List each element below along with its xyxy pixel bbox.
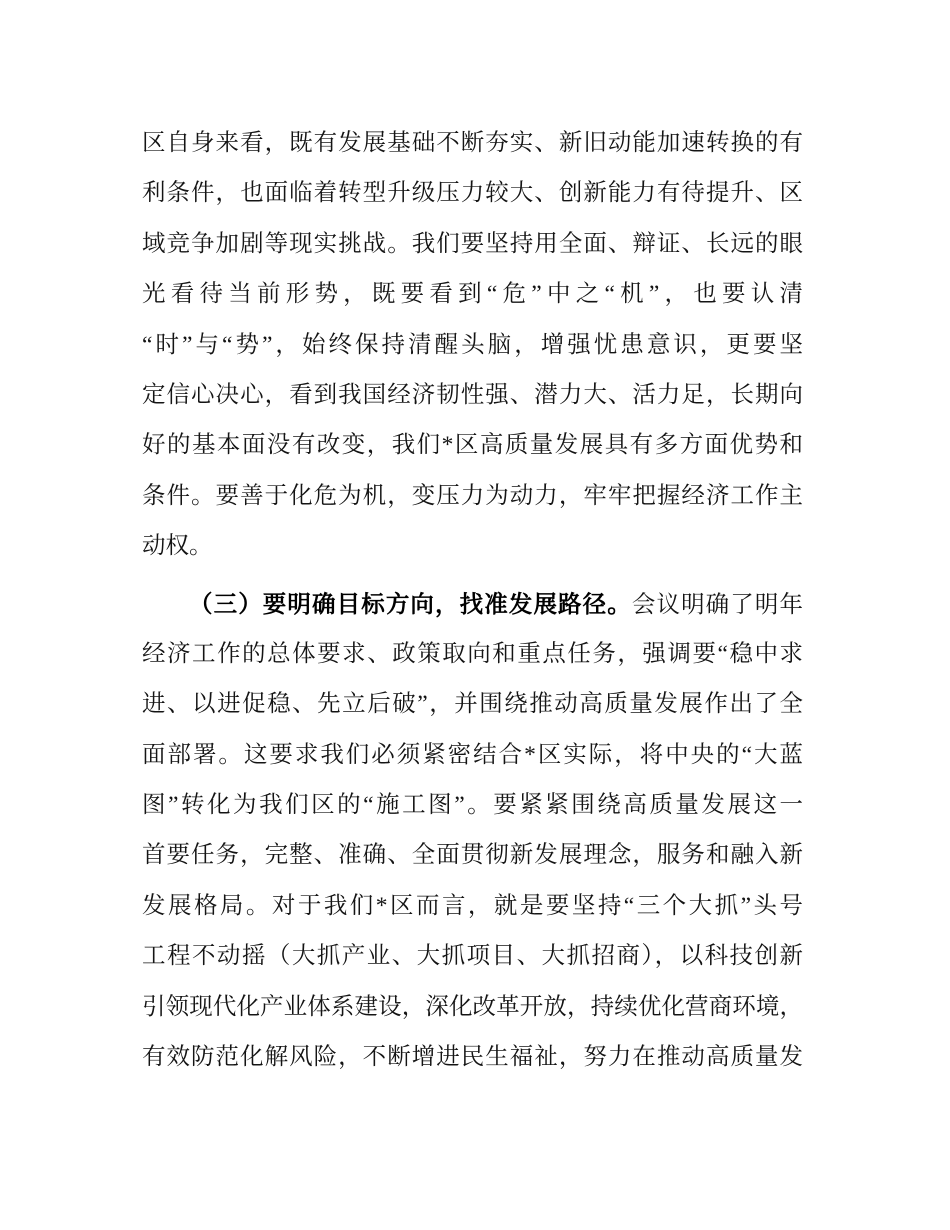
text-line: 面部署。这要求我们必须紧密结合*区实际，将中央的“大蓝 [142,741,803,768]
text-line: “时”与“势”，始终保持清醒头脑，增强忧患意识，更要坚 [142,331,803,358]
text-line: 图”转化为我们区的“施工图”。要紧紧围绕高质量发展这一 [142,792,803,819]
text-line: 域竞争加剧等现实挑战。我们要坚持用全面、辩证、长远的眼 [142,230,803,257]
text-line: 工程不动摇（大抓产业、大抓项目、大抓招商），以科技创新 [142,943,803,970]
text-line [142,579,803,629]
text-line: 利条件，也面临着转型升级压力较大、创新能力有待提升、区 [142,180,803,207]
paragraph-continuation [142,118,803,572]
text-line: 发展格局。对于我们*区而言，就是要坚持“三个大抓”头号 [142,892,803,919]
text-line: 进、以进促稳、先立后破”，并围绕推动高质量发展作出了全 [142,691,803,718]
text-run: 会议明确了明年 [631,591,803,618]
text-line: 经济工作的总体要求、政策取向和重点任务，强调要“稳中求 [142,640,803,667]
text-line: 好的基本面没有改变，我们*区高质量发展具有多方面优势和 [142,432,803,459]
text-line: 首要任务，完整、准确、全面贯彻新发展理念，服务和融入新 [142,842,803,869]
text-line: 光看待当前形势，既要看到“危”中之“机”，也要认清 [142,281,803,308]
paragraph-section-3 [142,579,803,1083]
text-line: 条件。要善于化危为机，变压力为动力，牢牢把握经济工作主 [142,482,803,509]
text-line: 有效防范化解风险，不断增进民生福祉，努力在推动高质量发 [142,1044,803,1071]
text-line: 定信心决心，看到我国经济韧性强、潜力大、活力足，长期向 [142,381,803,408]
text-line: 引领现代化产业体系建设，深化改革开放，持续优化营商环境， [142,993,803,1020]
text-line: 动权。 [142,533,213,560]
section-heading: （三）要明确目标方向，找准发展路径。 [189,590,632,617]
text-line: 区自身来看，既有发展基础不断夯实、新旧动能加速转换的有 [142,130,803,156]
document-text [142,118,803,1082]
